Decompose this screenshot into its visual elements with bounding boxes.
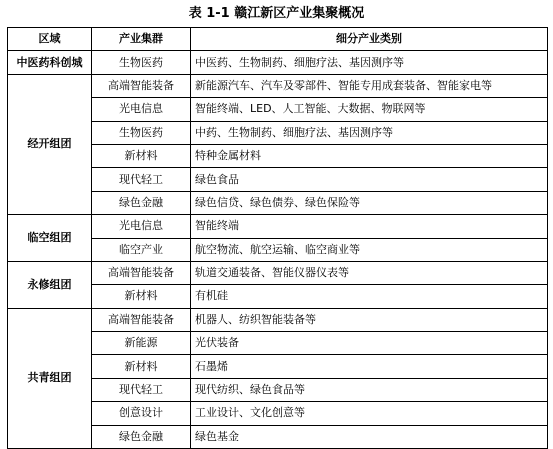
region-cell: 经开组团 xyxy=(8,74,92,214)
industry-cell: 临空产业 xyxy=(92,238,191,261)
detail-cell: 中医药、生物制药、细胞疗法、基因测序等 xyxy=(191,51,548,74)
industry-cell: 生物医药 xyxy=(92,121,191,144)
industry-cell: 光电信息 xyxy=(92,98,191,121)
industry-cell: 高端智能装备 xyxy=(92,261,191,284)
industry-cell: 创意设计 xyxy=(92,402,191,425)
table-title: 表 1-1 赣江新区产业集聚概况 xyxy=(188,6,365,21)
detail-cell: 绿色信贷、绿色债券、绿色保险等 xyxy=(191,191,548,214)
industry-cell: 现代轻工 xyxy=(92,378,191,401)
table-row xyxy=(8,51,548,74)
detail-cell: 智能终端、LED、人工智能、大数据、物联网等 xyxy=(191,98,548,121)
detail-cell: 轨道交通装备、智能仪器仪表等 xyxy=(191,261,548,284)
detail-cell: 光伏装备 xyxy=(191,332,548,355)
detail-cell: 绿色基金 xyxy=(191,425,548,448)
table-row xyxy=(8,74,548,97)
region-cell: 临空组团 xyxy=(8,215,92,262)
industry-cell: 高端智能装备 xyxy=(92,74,191,97)
detail-cell: 新能源汽车、汽车及零部件、智能专用成套装备、智能家电等 xyxy=(191,74,548,97)
detail-cell: 航空物流、航空运输、临空商业等 xyxy=(191,238,548,261)
industry-cell: 绿色金融 xyxy=(92,191,191,214)
detail-cell: 中药、生物制药、细胞疗法、基因测序等 xyxy=(191,121,548,144)
industry-cell: 生物医药 xyxy=(92,51,191,74)
industry-table xyxy=(7,27,548,449)
table-header-row xyxy=(8,28,548,51)
region-cell: 中医药科创城 xyxy=(8,51,92,74)
region-cell: 永修组团 xyxy=(8,261,92,308)
industry-cell: 高端智能装备 xyxy=(92,308,191,331)
detail-cell: 有机硅 xyxy=(191,285,548,308)
detail-cell: 现代纺织、绿色食品等 xyxy=(191,378,548,401)
header-cluster: 产业集群 xyxy=(92,28,191,51)
detail-cell: 机器人、纺织智能装备等 xyxy=(191,308,548,331)
industry-cell: 新能源 xyxy=(92,332,191,355)
detail-cell: 智能终端 xyxy=(191,215,548,238)
detail-cell: 工业设计、文化创意等 xyxy=(191,402,548,425)
header-detail: 细分产业类别 xyxy=(191,28,548,51)
industry-cell: 光电信息 xyxy=(92,215,191,238)
detail-cell: 绿色食品 xyxy=(191,168,548,191)
detail-cell: 石墨烯 xyxy=(191,355,548,378)
industry-cell: 绿色金融 xyxy=(92,425,191,448)
region-cell: 共青组团 xyxy=(8,308,92,448)
table-row xyxy=(8,261,548,284)
table-body xyxy=(8,51,548,449)
table-row xyxy=(8,308,548,331)
table-row xyxy=(8,215,548,238)
industry-cell: 新材料 xyxy=(92,144,191,167)
detail-cell: 特种金属材料 xyxy=(191,144,548,167)
industry-cell: 现代轻工 xyxy=(92,168,191,191)
industry-cell: 新材料 xyxy=(92,285,191,308)
header-region: 区域 xyxy=(8,28,92,51)
industry-cell: 新材料 xyxy=(92,355,191,378)
